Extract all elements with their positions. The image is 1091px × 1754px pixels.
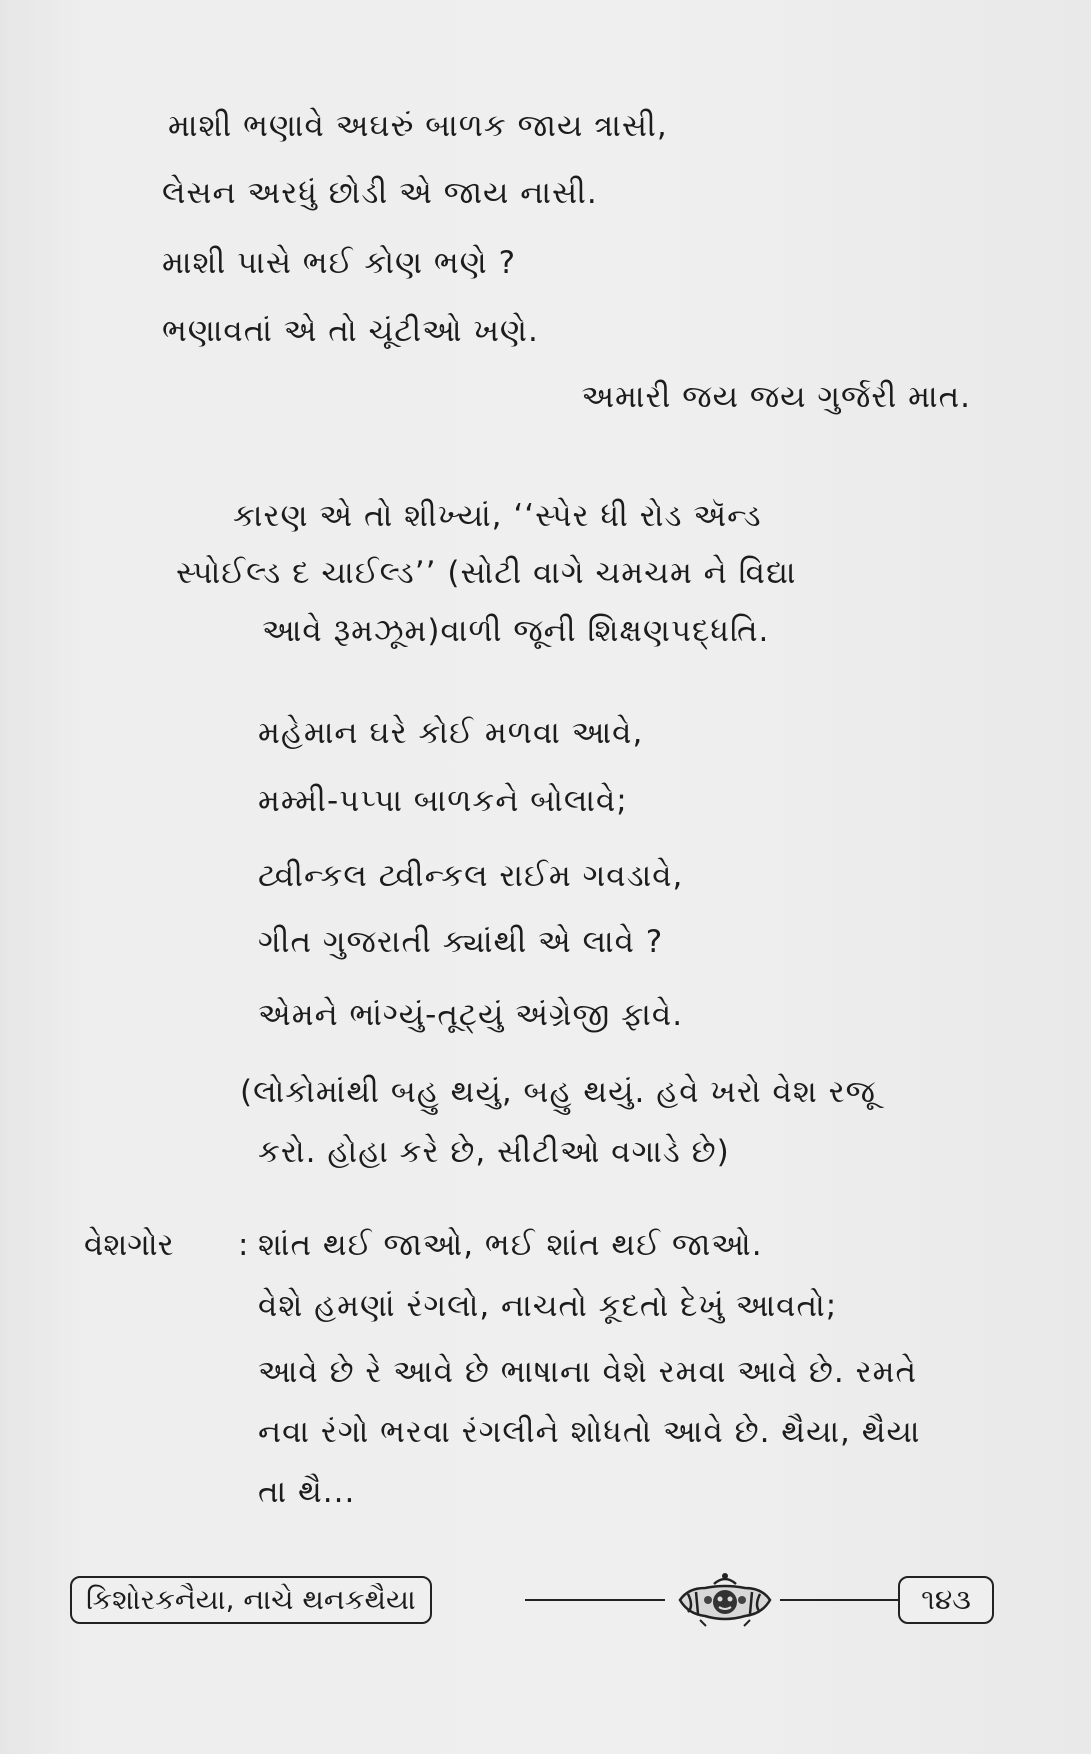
speaker-separator: : bbox=[238, 1227, 249, 1263]
page-footer bbox=[70, 1570, 1000, 1630]
stage-direction-line-1: (લોકોમાંથી બહુ થયું, બહુ થયું. હવે ખરો વેશ રજૂ bbox=[240, 1074, 876, 1110]
verse1-line-2: લેસન અરધું છોડી એ જાય નાસી. bbox=[162, 175, 598, 211]
verse2-line-4: ગીત ગુજરાતી ક્યાંથી એ લાવે ? bbox=[258, 924, 664, 960]
footer-rule-left bbox=[525, 1599, 665, 1601]
ornament-icon bbox=[670, 1570, 780, 1630]
prose-line-3: આવે રૂમઝૂમ)વાળી જૂની શિક્ષણપદ્ધતિ. bbox=[262, 613, 770, 649]
page-number: ૧૪૩ bbox=[898, 1576, 994, 1624]
verse1-line-1: માશી ભણાવે અઘરું બાળક જાય ત્રાસી, bbox=[168, 108, 668, 144]
dialogue-line-2: વેશે હમણાં રંગલો, નાચતો કૂદતો દેખું આવતો; bbox=[258, 1288, 838, 1324]
stage-direction-line-2: કરો. હોહા કરે છે, સીટીઓ વગાડે છે) bbox=[258, 1134, 730, 1170]
verse2-line-2: મમ્મી-પપ્પા બાળકને બોલાવે; bbox=[258, 783, 628, 819]
dialogue-line-3: આવે છે રે આવે છે ભાષાના વેશે રમવા આવે છે. રમતે bbox=[258, 1354, 918, 1390]
verse1-line-4: ભણાવતાં એ તો ચૂંટીઓ ખણે. bbox=[162, 313, 539, 349]
dialogue-line-1: શાંત થઈ જાઓ, ભઈ શાંત થઈ જાઓ. bbox=[258, 1227, 763, 1263]
dialogue-line-5: તા થૈ... bbox=[258, 1474, 356, 1510]
refrain-line: અમારી જય જય ગુર્જરી માત. bbox=[581, 379, 971, 415]
verse2-line-5: એમને ભાંગ્યું-તૂટ્યું અંગ્રેજી ફાવે. bbox=[258, 997, 684, 1033]
verse2-line-3: ટ્વીન્કલ ટ્વીન્કલ રાઈમ ગવડાવે, bbox=[258, 858, 684, 894]
footer-rule-right bbox=[780, 1599, 900, 1601]
book-title: કિશોરકનૈયા, નાચે થનકથૈયા bbox=[70, 1576, 432, 1624]
prose-line-2: સ્પોઈલ્ડ દ ચાઈલ્ડ’’ (સોટી વાગે ચમચમ ને વિદ્યા bbox=[176, 555, 797, 591]
prose-line-1: કારણ એ તો શીખ્યાં, ‘‘સ્પેર ધી રોડ ઍન્ડ bbox=[233, 498, 762, 534]
verse2-line-1: મહેમાન ઘરે કોઈ મળવા આવે, bbox=[258, 715, 644, 751]
dialogue-line-4: નવા રંગો ભરવા રંગલીને શોધતો આવે છે. થૈયા, થૈયા bbox=[258, 1414, 921, 1450]
verse1-line-3: માશી પાસે ભઈ કોણ ભણે ? bbox=[162, 245, 517, 281]
speaker-name: વેશગોર bbox=[84, 1227, 174, 1263]
